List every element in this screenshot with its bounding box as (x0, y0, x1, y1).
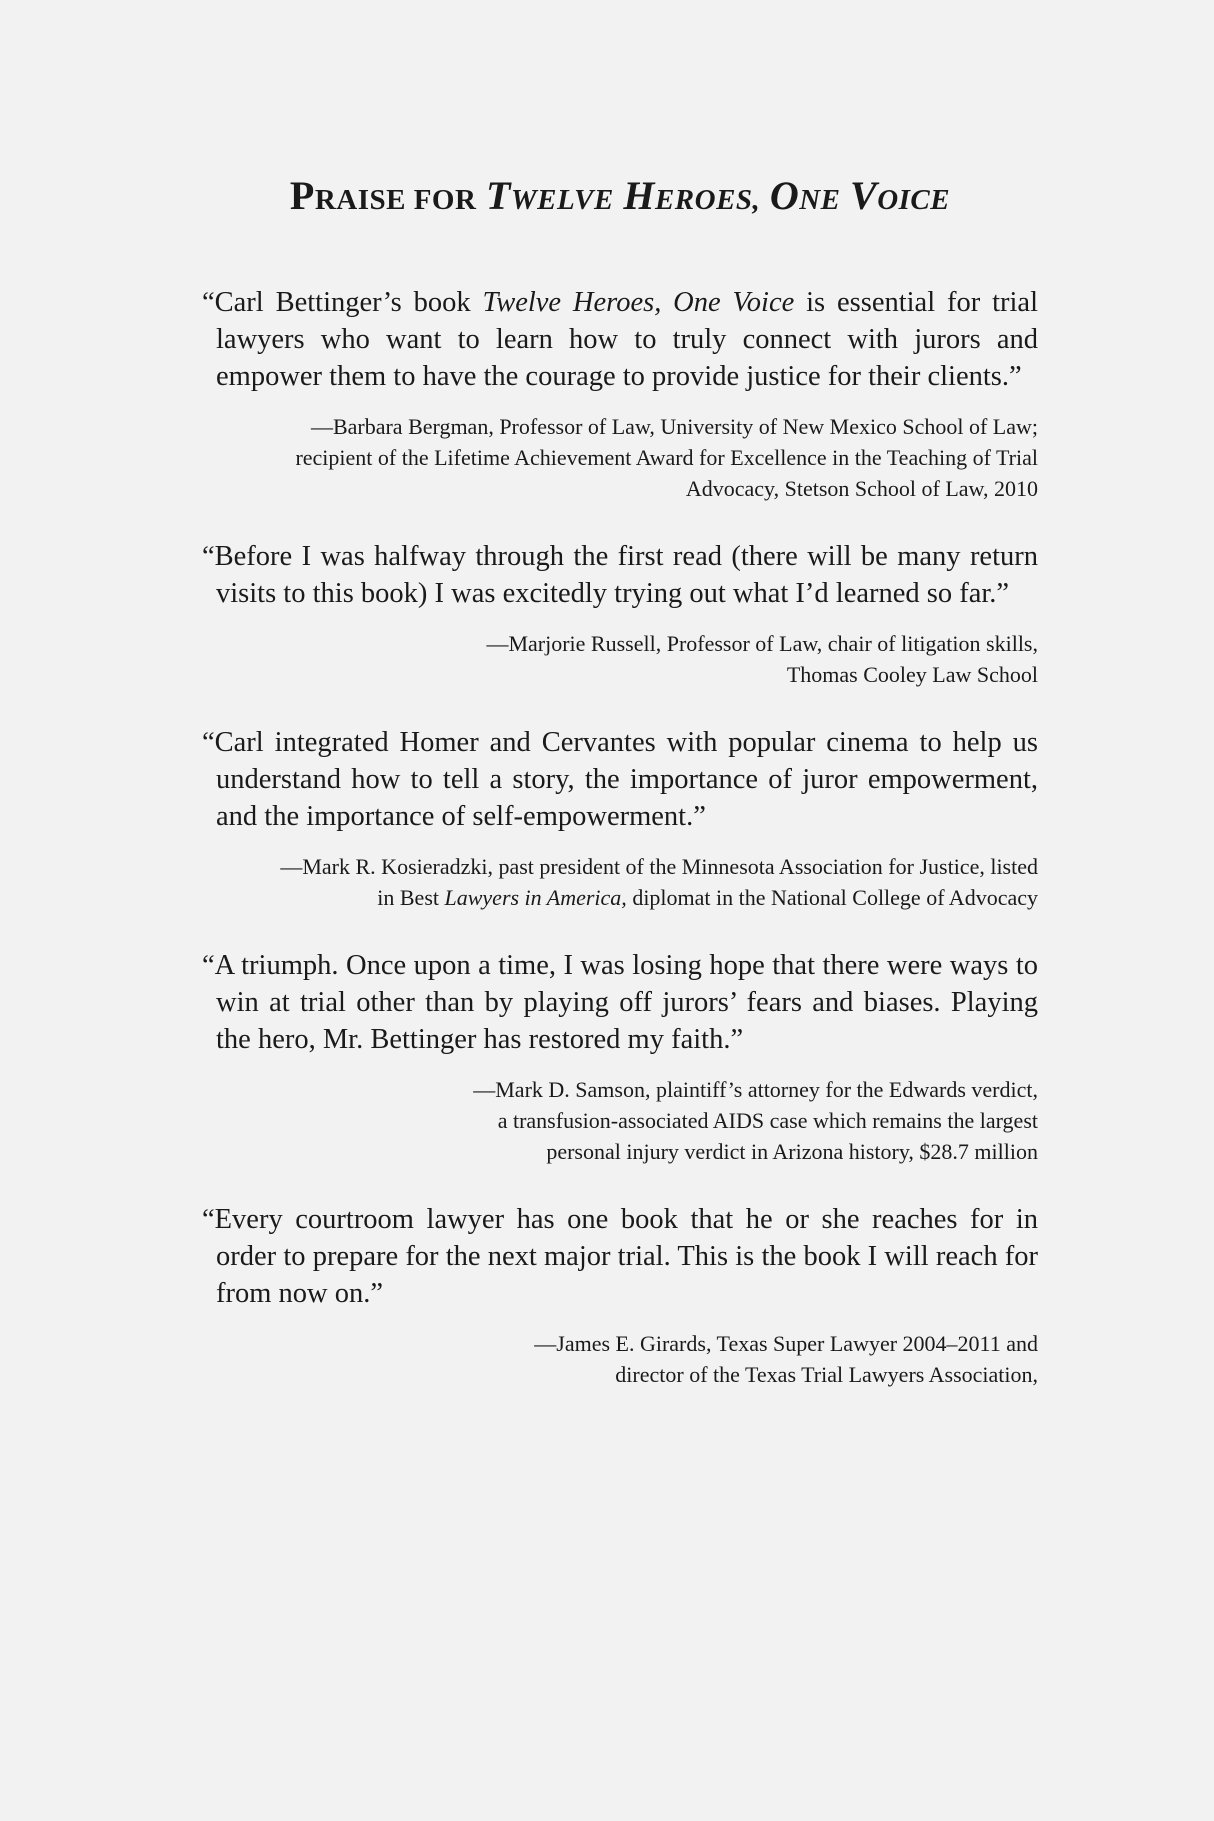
quote-book-title: Twelve Heroes, One Voice (482, 287, 795, 318)
attribution-line: Advocacy, Stetson School of Law, 2010 (685, 476, 1038, 501)
praise-attribution (202, 411, 1038, 504)
attribution-line: —Mark R. Kosieradzki, past president of the Minnesota Association for Justice, listed (280, 854, 1038, 879)
title-book-initial-2: H (623, 173, 655, 218)
attribution-line: a transfusion-associated AIDS case which remains the largest (497, 1108, 1038, 1133)
attribution-line: personal injury verdict in Arizona history, $28.7 million (546, 1139, 1038, 1164)
praise-blurb (202, 284, 1038, 504)
title-prefix-initial: P (289, 173, 315, 218)
praise-blurb (202, 947, 1038, 1167)
attribution-line: —James E. Girards, Texas Super Lawyer 2004–2011 and (534, 1331, 1038, 1356)
quote-text: is essential for trial lawyers who want to learn how to truly connect with jurors and empower them to have the courage to provide justice for their clients.” (216, 287, 1038, 392)
title-book-initial-3: O (769, 173, 800, 218)
attribution-line: —Mark D. Samson, plaintiff’s attorney for the Edwards verdict, (473, 1077, 1038, 1102)
title-book-rest-2: EROES, (654, 184, 761, 216)
title-book-initial-1: T (485, 173, 511, 218)
praise-quote: “Carl integrated Homer and Cervantes with popular cinema to help us understand how to tell a story, the importance of juror empowerment, and the importance of self-empowerment.” (202, 727, 1038, 832)
attribution-text: diplomat in the National College of Advocacy (626, 885, 1038, 910)
quote-text: “Carl Bettinger’s book (202, 287, 483, 318)
attribution-line (202, 882, 1038, 913)
praise-quote: “Every courtroom lawyer has one book that he or she reaches for in order to prepare for the next major trial. This is the book I will reach for from now on.” (202, 1204, 1038, 1309)
praise-blurb (202, 724, 1038, 913)
praise-quote: “Before I was halfway through the first read (there will be many return visits to this book) I was excitedly trying out what I’d learned so far.” (202, 541, 1038, 609)
praise-blurb (202, 1201, 1038, 1390)
praise-blurb (202, 538, 1038, 690)
title-book-rest-1: WELVE (510, 184, 614, 216)
title-book-rest-4: OICE (877, 184, 951, 216)
attribution-italic-title: Lawyers in America, (444, 885, 627, 910)
page-title (0, 172, 1214, 219)
attribution-line: —Marjorie Russell, Professor of Law, chair of litigation skills, (486, 631, 1038, 656)
title-book-initial-4: V (850, 173, 878, 218)
attribution-line: —Barbara Bergman, Professor of Law, University of New Mexico School of Law; (310, 414, 1038, 439)
praise-list (202, 284, 1038, 1424)
title-book-rest-3: NE (799, 184, 841, 216)
praise-attribution (202, 1074, 1038, 1167)
praise-quote: “A triumph. Once upon a time, I was losing hope that there were ways to win at trial other than by playing off jurors’ fears and biases. Playing the hero, Mr. Bettinger has restored my faith.” (202, 950, 1038, 1055)
attribution-line: director of the Texas Trial Lawyers Association, (615, 1362, 1038, 1387)
praise-attribution (202, 628, 1038, 690)
title-book-name (485, 173, 951, 218)
praise-attribution (202, 851, 1038, 913)
attribution-text: in Best (377, 885, 445, 910)
attribution-line: recipient of the Lifetime Achievement Award for Excellence in the Teaching of Trial (295, 445, 1038, 470)
title-prefix-rest: RAISE FOR (314, 184, 477, 216)
praise-attribution (202, 1328, 1038, 1390)
praise-quote (202, 284, 1038, 395)
attribution-line: Thomas Cooley Law School (786, 662, 1038, 687)
